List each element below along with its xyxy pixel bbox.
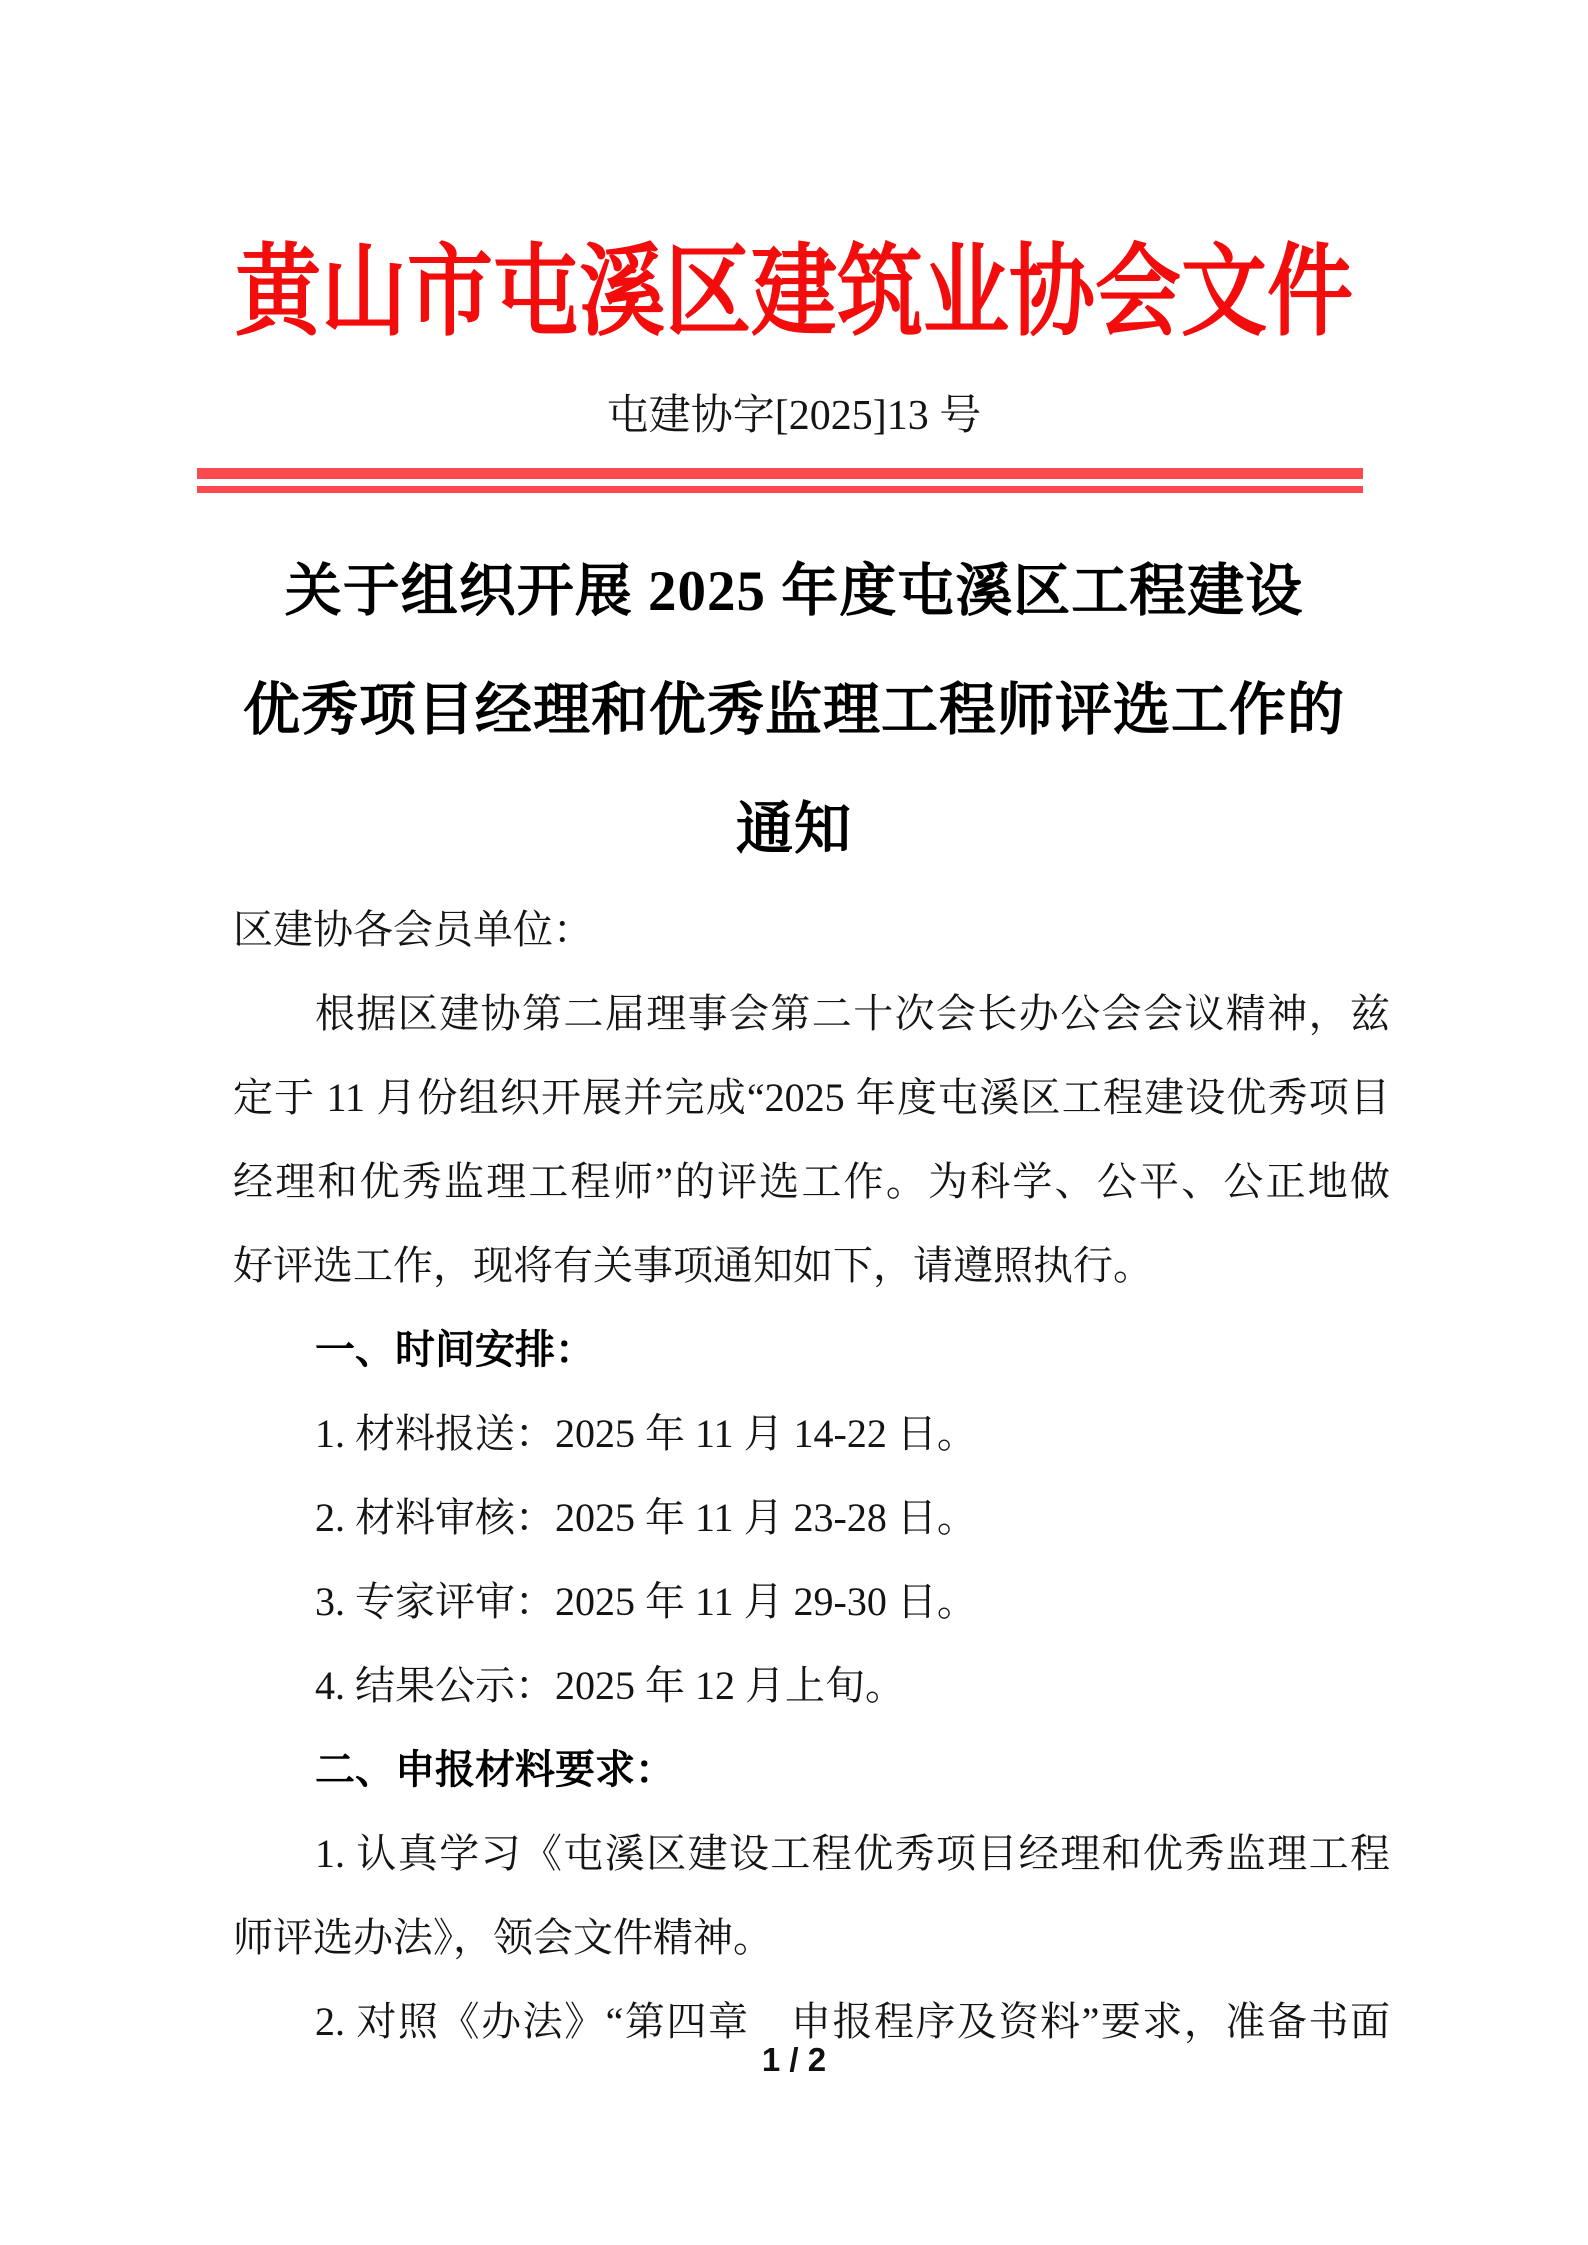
red-separator-thin	[197, 486, 1363, 493]
requirement-item-1b: 师评选办法》，领会文件精神。	[233, 1915, 773, 1960]
paragraph-line: 根据区建协第二届理事会第二十次会长办公会会议精神，兹	[315, 991, 1390, 1036]
red-separator-thick	[197, 468, 1363, 479]
requirement-item-2: 2. 对照《办法》“第四章 申报程序及资料”要求，准备书面	[315, 1999, 1390, 2044]
section-heading-1: 一、时间安排：	[315, 1328, 595, 1372]
notice-title	[0, 532, 1588, 889]
document-reference-number: 屯建协字[2025]13 号	[606, 393, 982, 439]
section-heading-2: 二、申报材料要求：	[315, 1748, 675, 1792]
paragraph-line: 经理和优秀监理工程师”的评选工作。为科学、公平、公正地做	[233, 1159, 1390, 1204]
schedule-item-4: 4. 结果公示：2025 年 12 月上旬。	[315, 1663, 905, 1708]
schedule-item-3: 3. 专家评审：2025 年 11 月 29-30 日。	[315, 1579, 977, 1624]
notice-title-line-2: 优秀项目经理和优秀监理工程师评选工作的	[243, 679, 1345, 742]
salutation-line: 区建协各会员单位：	[233, 907, 593, 952]
paragraph-line: 定于 11 月份组织开展并完成“2025 年度屯溪区工程建设优秀项目	[233, 1075, 1390, 1120]
schedule-item-1: 1. 材料报送：2025 年 11 月 14-22 日。	[315, 1411, 977, 1456]
document-body	[233, 888, 1390, 2064]
paragraph-line: 好评选工作，现将有关事项通知如下，请遵照执行。	[233, 1243, 1153, 1288]
schedule-item-2: 2. 材料审核：2025 年 11 月 23-28 日。	[315, 1495, 977, 1540]
page-number: 1 / 2	[761, 2041, 827, 2078]
notice-title-line-1: 关于组织开展 2025 年度屯溪区工程建设	[284, 560, 1304, 623]
letterhead-org-title: 黄山市屯溪区建筑业协会文件	[234, 237, 1353, 348]
notice-title-line-3: 通知	[736, 798, 852, 861]
requirement-item-1: 1. 认真学习《屯溪区建设工程优秀项目经理和优秀监理工程	[315, 1831, 1390, 1876]
